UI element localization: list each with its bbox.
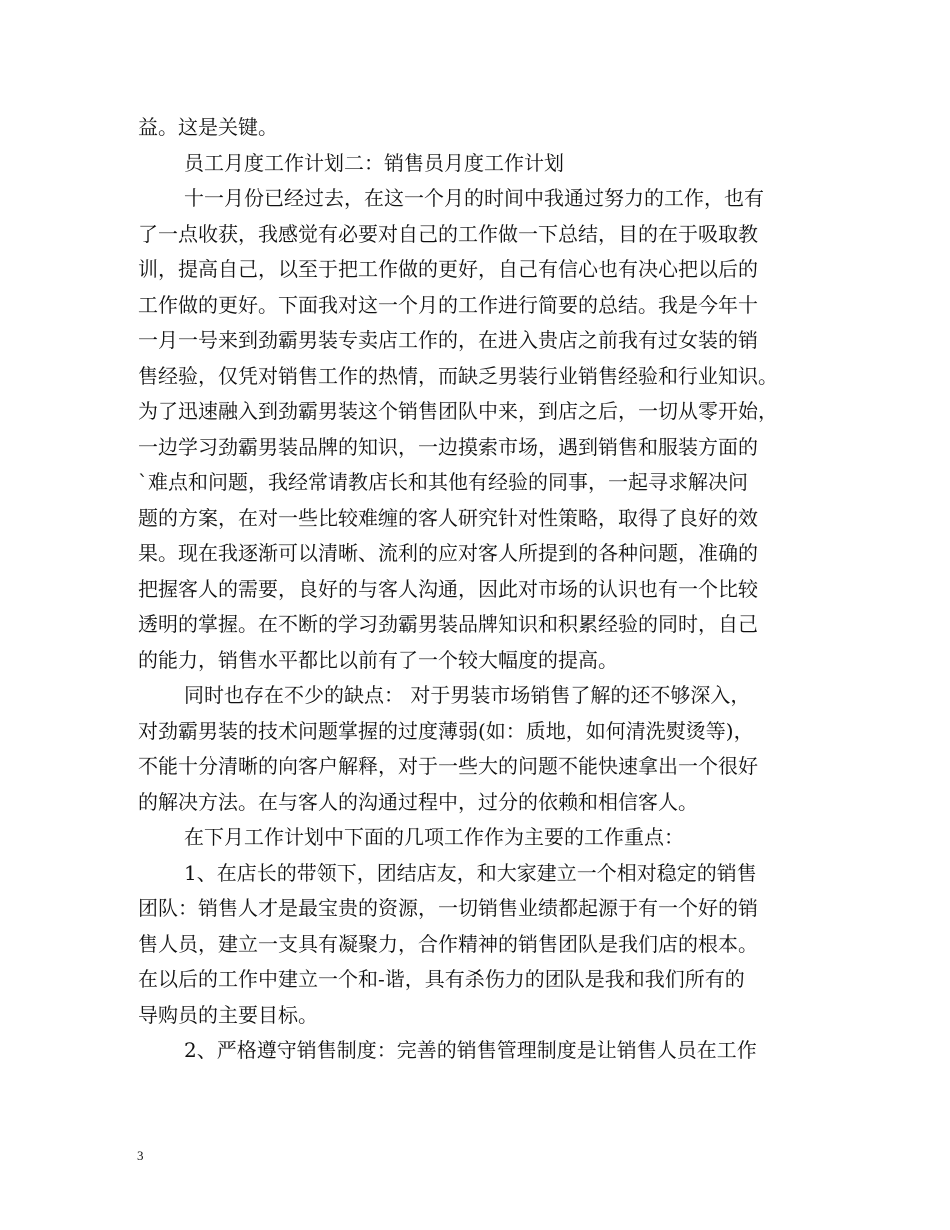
paragraph-line: 工作做的更好。下面我对这一个月的工作进行简要的总结。我是今年十 bbox=[138, 292, 758, 317]
paragraph-line: 题的方案，在对一些比较难缠的客人研究针对性策略，取得了良好的效 bbox=[138, 505, 758, 530]
list-item: 2、严格遵守销售制度：完善的销售管理制度是让销售人员在工作 bbox=[184, 1038, 757, 1062]
paragraph-line: 导购员的主要目标。 bbox=[138, 1002, 318, 1027]
page-number: 3 bbox=[137, 1148, 144, 1163]
paragraph-line: 为了迅速融入到劲霸男装这个销售团队中来，到店之后，一切从零开始， bbox=[138, 399, 778, 423]
paragraph-line: 一边学习劲霸男装品牌的知识，一边摸索市场，遇到销售和服装方面的 bbox=[138, 434, 758, 459]
paragraph-line: 同时也存在不少的缺点： 对于男装市场销售了解的还不够深入， bbox=[184, 683, 751, 707]
paragraph-line: `难点和问题，我经常请教店长和其他有经验的同事，一起寻求解决问 bbox=[138, 470, 748, 494]
paragraph-line: 售经验，仅凭对销售工作的热情，而缺乏男装行业销售经验和行业知识。 bbox=[138, 363, 778, 388]
paragraph-line: 一月一号来到劲霸男装专卖店工作的，在进入贵店之前我有过女装的销 bbox=[138, 328, 758, 352]
paragraph-line: 十一月份已经过去，在这一个月的时间中我通过努力的工作，也有 bbox=[184, 186, 764, 210]
paragraph-line: 在以后的工作中建立一个和-谐，具有杀伤力的团队是我和我们所有的 bbox=[138, 967, 745, 991]
paragraph-line: 对劲霸男装的技术问题掌握的过度薄弱(如：质地，如何清洗熨烫等)， bbox=[138, 718, 754, 743]
paragraph-line: 团队：销售人才是最宝贵的资源，一切销售业绩都起源于有一个好的销 bbox=[138, 896, 758, 920]
paragraph-line: 果。现在我逐渐可以清晰、流利的应对客人所提到的各种问题，准确的 bbox=[138, 541, 758, 565]
paragraph-line: 在下月工作计划中下面的几项工作作为主要的工作重点： bbox=[184, 825, 684, 849]
paragraph-line: 的能力，销售水平都比以前有了一个较大幅度的提高。 bbox=[138, 647, 618, 672]
document-body bbox=[138, 110, 818, 1069]
paragraph-line: 训，提高自己，以至于把工作做的更好，自己有信心也有决心把以后的 bbox=[138, 257, 758, 281]
paragraph-line: 的解决方法。在与客人的沟通过程中，过分的依赖和相信客人。 bbox=[138, 789, 698, 814]
paragraph-line: 把握客人的需要，良好的与客人沟通，因此对市场的认识也有一个比较 bbox=[138, 576, 758, 601]
paragraph-line: 不能十分清晰的向客户解释，对于一些大的问题不能快速拿出一个很好 bbox=[138, 754, 758, 778]
list-item: 1、在店长的带领下，团结店友，和大家建立一个相对稳定的销售 bbox=[184, 860, 757, 885]
section-heading: 员工月度工作计划二：销售员月度工作计划 bbox=[184, 150, 564, 175]
paragraph-line: 售人员，建立一支具有凝聚力，合作精神的销售团队是我们店的根本。 bbox=[138, 931, 758, 956]
paragraph-line: 透明的掌握。在不断的学习劲霸男装品牌知识和积累经验的同时，自己 bbox=[138, 612, 758, 636]
paragraph-line: 益。这是关键。 bbox=[138, 115, 278, 139]
paragraph-line: 了一点收获，我感觉有必要对自己的工作做一下总结，目的在于吸取教 bbox=[138, 221, 758, 246]
